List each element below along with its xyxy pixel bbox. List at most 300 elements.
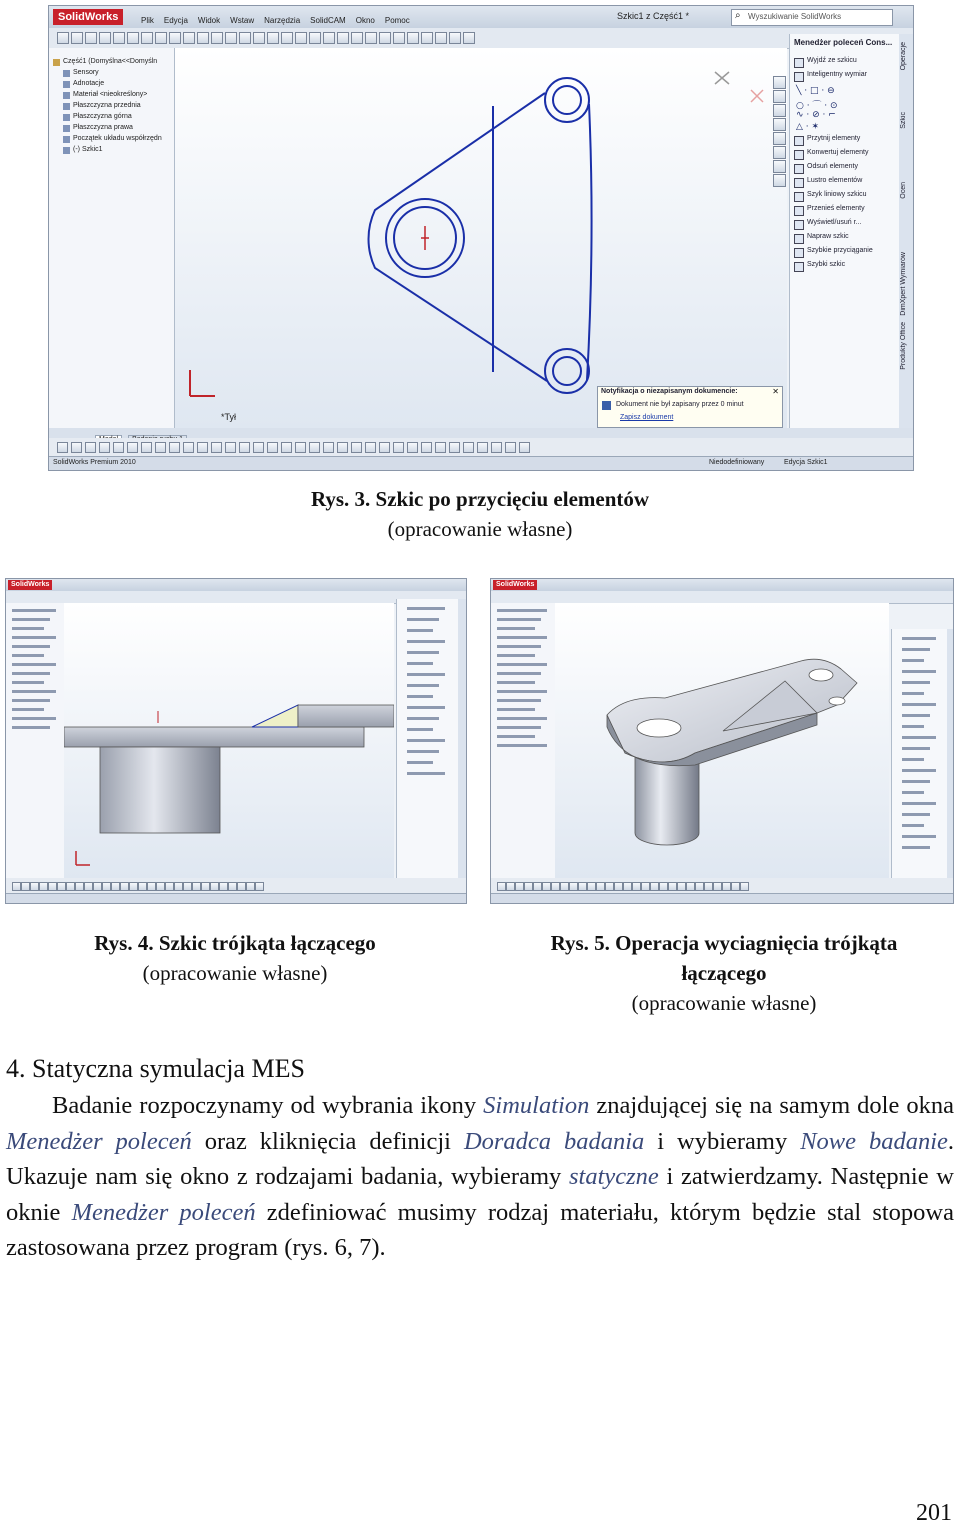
side-tab[interactable]: Ocen: [900, 182, 907, 199]
tree-item[interactable]: [12, 609, 56, 612]
command-manager-panel: [891, 629, 948, 878]
toolbar-icon[interactable]: [169, 32, 181, 44]
tree-item[interactable]: [497, 681, 535, 684]
toolbar-icon[interactable]: [225, 32, 237, 44]
command-icon: [794, 248, 804, 258]
para-italic-2: Menedżer poleceń: [6, 1127, 192, 1155]
toolbar-icon[interactable]: [632, 882, 641, 891]
tree-item[interactable]: [12, 645, 50, 648]
toolbar-icon[interactable]: [677, 882, 686, 891]
toolbar-icon[interactable]: [138, 882, 147, 891]
toolbar-icon[interactable]: [731, 882, 740, 891]
tree-item[interactable]: [12, 618, 50, 621]
side-tab[interactable]: Produkty Office: [900, 322, 907, 370]
toolbar-icon[interactable]: [71, 32, 83, 44]
para-text-4: i wybieramy: [657, 1127, 788, 1155]
tree-item[interactable]: [497, 735, 535, 738]
tree-item[interactable]: [497, 717, 547, 720]
para-text-7: zdefiniować musimy rodzaj materiału, którym będzie stal stopowa zastosowana przez program (rys. 6, 7).: [6, 1198, 954, 1262]
toolbar-icon[interactable]: [85, 32, 97, 44]
tree-item[interactable]: [497, 609, 547, 612]
toolbar-icon[interactable]: [323, 442, 334, 453]
toolbar-icon[interactable]: [365, 32, 377, 44]
toolbar-icon[interactable]: [75, 882, 84, 891]
tree-item[interactable]: [902, 747, 930, 750]
toolbar-icon[interactable]: [337, 32, 349, 44]
tree-node-icon: [63, 92, 70, 99]
title-bar: [49, 6, 913, 29]
tree-item[interactable]: [12, 699, 50, 702]
toolbar-icon[interactable]: [57, 882, 66, 891]
toolbar-icon[interactable]: [477, 442, 488, 453]
tree-item[interactable]: [497, 645, 541, 648]
tree-item-label: Początek układu współrzędn: [73, 135, 162, 142]
feature-tree: [49, 48, 175, 428]
panel-command[interactable]: [794, 260, 894, 272]
tree-item[interactable]: [407, 618, 439, 621]
toolbar-icon[interactable]: [587, 882, 596, 891]
bottom-toolbar: [49, 438, 913, 456]
toolbar-icon[interactable]: [407, 442, 418, 453]
side-tabs: [899, 34, 913, 428]
tree-item[interactable]: [497, 708, 535, 711]
para-text-3: oraz kliknięcia definicji: [204, 1127, 451, 1155]
toolbar-icon[interactable]: [71, 442, 82, 453]
toolbar-icon[interactable]: [141, 442, 152, 453]
tree-item[interactable]: [497, 699, 541, 702]
tree-item[interactable]: [497, 744, 547, 747]
toolbar-icon[interactable]: [21, 882, 30, 891]
tree-node-icon: [63, 114, 70, 121]
tree-item[interactable]: [12, 708, 44, 711]
sketch-tools-row[interactable]: ○ · ⌒ · ⊙: [796, 101, 838, 111]
para-text-1: Badanie rozpoczynamy od wybrania ikony: [52, 1092, 477, 1119]
toolbar-icon[interactable]: [93, 882, 102, 891]
command-icon: [794, 136, 804, 146]
toolbar-icon[interactable]: [210, 882, 219, 891]
toolbar-icon[interactable]: [295, 32, 307, 44]
tree-item[interactable]: [902, 637, 936, 640]
toolbar-icon[interactable]: [506, 882, 515, 891]
sketch-tools-row[interactable]: ╲ · □ · ⊖: [796, 86, 835, 96]
task-pane-icon[interactable]: [773, 90, 786, 103]
toolbar-icon[interactable]: [551, 882, 560, 891]
toolbar-icon[interactable]: [704, 882, 713, 891]
tree-item[interactable]: [902, 769, 936, 772]
toolbar-icon[interactable]: [560, 882, 569, 891]
sketch-tools-row[interactable]: ∿ · ⊘ · ⌐: [796, 110, 836, 120]
figure-4-screenshot: [5, 578, 467, 904]
command-icon: [794, 220, 804, 230]
panel-command-label: Szybkie przyciąganie: [807, 247, 873, 254]
tree-item[interactable]: [12, 717, 56, 720]
toolbar-icon[interactable]: [57, 442, 68, 453]
tree-item[interactable]: [902, 813, 930, 816]
tree-item[interactable]: [497, 618, 541, 621]
toolbar-icon[interactable]: [239, 442, 250, 453]
toolbar-icon[interactable]: [57, 32, 69, 44]
task-pane-icon[interactable]: [773, 118, 786, 131]
menu-item[interactable]: SolidCAM: [310, 16, 346, 25]
panel-command-label: Inteligentny wymiar: [807, 71, 867, 78]
panel-command-label: Lustro elementów: [807, 177, 863, 184]
tree-item-label: Płaszczyzna górna: [73, 113, 132, 120]
tree-item[interactable]: [407, 662, 433, 665]
tree-item[interactable]: [407, 706, 445, 709]
toolbar-icon[interactable]: [407, 32, 419, 44]
tree-item[interactable]: [902, 846, 930, 849]
toolbar-icon[interactable]: [281, 32, 293, 44]
sketch-drawing: [175, 48, 787, 428]
toolbar-icon[interactable]: [99, 32, 111, 44]
toolbar-icon[interactable]: [211, 442, 222, 453]
toolbar-icon[interactable]: [740, 882, 749, 891]
toolbar-icon[interactable]: [379, 32, 391, 44]
toolbar-icon[interactable]: [351, 32, 363, 44]
tree-item[interactable]: [407, 673, 445, 676]
task-pane-icon[interactable]: [773, 104, 786, 117]
toolbar-icon[interactable]: [519, 442, 530, 453]
tree-item[interactable]: [902, 802, 936, 805]
panel-command[interactable]: [794, 148, 894, 160]
figure-3-caption-title: Rys. 3. Szkic po przycięciu elementów: [310, 487, 650, 511]
figure-5-screenshot: [490, 578, 954, 904]
toolbar-icon[interactable]: [183, 32, 195, 44]
menu-item[interactable]: Plik: [141, 16, 154, 25]
tree-item[interactable]: [12, 636, 56, 639]
menu-bar: [141, 10, 420, 24]
tree-item-label: Część1 (Domyślna<<Domyśln: [63, 58, 158, 65]
tree-item-label: Sensory: [73, 69, 99, 76]
toolbar-icon[interactable]: [421, 442, 432, 453]
status-definition: Niedodefiniowany: [709, 459, 765, 466]
tree-node-icon: [63, 136, 70, 143]
toolbar-icon[interactable]: [435, 32, 447, 44]
notification-popup: [597, 386, 783, 428]
panel-command-label: Napraw szkic: [807, 233, 849, 240]
toolbar-icon[interactable]: [99, 442, 110, 453]
toolbar-icon[interactable]: [393, 442, 404, 453]
side-tab[interactable]: Szkic: [900, 112, 907, 129]
toolbar-icon[interactable]: [365, 442, 376, 453]
toolbar-icon[interactable]: [183, 442, 194, 453]
toolbar-icon[interactable]: [533, 882, 542, 891]
tree-item[interactable]: [902, 835, 936, 838]
tree-item[interactable]: [407, 750, 439, 753]
menu-item[interactable]: Pomoc: [384, 16, 410, 25]
app-logo: SolidWorks: [8, 580, 52, 590]
toolbar-icon[interactable]: [30, 882, 39, 891]
tree-item[interactable]: [407, 728, 433, 731]
toolbar-icon[interactable]: [197, 32, 209, 44]
toolbar-icon[interactable]: [393, 32, 405, 44]
figure-5-caption: [500, 928, 948, 1018]
toolbar-icon[interactable]: [515, 882, 524, 891]
tree-item[interactable]: [497, 690, 547, 693]
panel-command-label: Konwertuj elementy: [807, 149, 869, 156]
save-icon: [602, 401, 611, 410]
toolbar-icon[interactable]: [141, 32, 153, 44]
toolbar-icon[interactable]: [85, 442, 96, 453]
toolbar-icon[interactable]: [147, 882, 156, 891]
toolbar-icon[interactable]: [156, 882, 165, 891]
notification-text: Dokument nie był zapisany przez 0 minut: [616, 401, 744, 408]
toolbar-icon[interactable]: [211, 32, 223, 44]
side-tab[interactable]: DimXpert Wymiarów: [900, 252, 907, 316]
command-icon: [794, 150, 804, 160]
toolbar-icon[interactable]: [66, 882, 75, 891]
command-icon: [794, 262, 804, 272]
tree-item[interactable]: [407, 684, 439, 687]
toolbar-icon[interactable]: [237, 882, 246, 891]
tree-item[interactable]: [12, 627, 44, 630]
panel-command[interactable]: [794, 70, 894, 82]
part-front-view: [64, 603, 394, 878]
command-icon: [794, 178, 804, 188]
toolbar-icon[interactable]: [463, 32, 475, 44]
toolbar-icon[interactable]: [449, 32, 461, 44]
task-pane-icon[interactable]: [773, 160, 786, 173]
task-pane-icons: [771, 76, 787, 196]
toolbar-icon[interactable]: [253, 32, 265, 44]
toolbar-icon[interactable]: [192, 882, 201, 891]
toolbar-icon[interactable]: [225, 442, 236, 453]
toolbar-icon[interactable]: [309, 442, 320, 453]
toolbar-icon[interactable]: [713, 882, 722, 891]
toolbar-icon[interactable]: [295, 442, 306, 453]
toolbar-icon[interactable]: [491, 442, 502, 453]
toolbar-icon[interactable]: [309, 32, 321, 44]
tree-item[interactable]: [497, 627, 535, 630]
toolbar-icon[interactable]: [578, 882, 587, 891]
task-pane-icon[interactable]: [773, 76, 786, 89]
tree-item[interactable]: [407, 717, 439, 720]
tree-item[interactable]: [497, 636, 547, 639]
command-icon: [794, 164, 804, 174]
panel-command[interactable]: [794, 204, 894, 216]
page-number: 201: [916, 1500, 952, 1526]
toolbar-icon[interactable]: [463, 442, 474, 453]
save-document-link[interactable]: Zapisz dokument: [620, 414, 674, 421]
toolbar-icon[interactable]: [174, 882, 183, 891]
menu-item[interactable]: Wstaw: [230, 16, 255, 25]
menu-item[interactable]: Okno: [355, 16, 375, 25]
toolbar-icon[interactable]: [84, 882, 93, 891]
toolbar-icon[interactable]: [102, 882, 111, 891]
tree-node-icon: [63, 125, 70, 132]
toolbar-icon[interactable]: [228, 882, 237, 891]
panel-command-label: Szyk liniowy szkicu: [807, 191, 867, 198]
panel-command[interactable]: [794, 246, 894, 258]
tree-item[interactable]: [902, 736, 936, 739]
toolbar-icon[interactable]: [155, 32, 167, 44]
document-title: Szkic1 z Część1 *: [617, 11, 690, 21]
para-text-2: znajdującej się na samym dole okna: [596, 1092, 955, 1119]
toolbar-icon[interactable]: [435, 442, 446, 453]
feature-tree: [491, 603, 556, 878]
tree-item[interactable]: [12, 726, 50, 729]
toolbar-icon[interactable]: [111, 882, 120, 891]
close-icon[interactable]: ✕: [772, 387, 779, 396]
toolbar-icon[interactable]: [542, 882, 551, 891]
tree-node-icon: [53, 59, 60, 66]
tree-item[interactable]: [497, 726, 541, 729]
graphics-area: [555, 603, 889, 878]
panel-command[interactable]: [794, 56, 894, 68]
tree-item[interactable]: [12, 654, 44, 657]
tree-item[interactable]: [407, 761, 433, 764]
tree-item[interactable]: [902, 648, 930, 651]
panel-command[interactable]: [794, 190, 894, 202]
toolbar-icon[interactable]: [351, 442, 362, 453]
command-manager-panel: [396, 599, 459, 878]
tree-item[interactable]: [902, 758, 924, 761]
toolbar-icon[interactable]: [120, 882, 129, 891]
toolbar-icon[interactable]: [421, 32, 433, 44]
command-icon: [794, 192, 804, 202]
panel-command[interactable]: [794, 134, 894, 146]
toolbar-icon[interactable]: [127, 442, 138, 453]
toolbar-icon[interactable]: [183, 882, 192, 891]
toolbar-icon[interactable]: [379, 442, 390, 453]
toolbar-icon[interactable]: [201, 882, 210, 891]
tree-item[interactable]: [902, 791, 924, 794]
toolbar-icon[interactable]: [113, 32, 125, 44]
toolbar-icon[interactable]: [267, 442, 278, 453]
status-bar: [49, 456, 913, 470]
toolbar-icon[interactable]: [641, 882, 650, 891]
toolbar-icon[interactable]: [267, 32, 279, 44]
status-edit-mode: Edycja Szkic1: [784, 459, 828, 466]
tree-item[interactable]: [12, 681, 44, 684]
toolbar-icon[interactable]: [323, 32, 335, 44]
figure-5-caption-sub: (opracowanie własne): [631, 991, 817, 1015]
tree-item[interactable]: [407, 629, 433, 632]
tree-node-icon: [63, 81, 70, 88]
toolbar-icon[interactable]: [253, 442, 264, 453]
tree-item[interactable]: [497, 663, 547, 666]
tree-item[interactable]: [902, 659, 924, 662]
panel-command-label: Wyświetl/usuń r...: [807, 219, 862, 226]
toolbar-icon[interactable]: [246, 882, 255, 891]
toolbar-icon[interactable]: [155, 442, 166, 453]
search-placeholder: Wyszukiwanie SolidWorks: [748, 12, 842, 21]
toolbar-icon[interactable]: [165, 882, 174, 891]
tree-item-label: Płaszczyzna prawa: [73, 124, 133, 131]
tree-item[interactable]: [12, 672, 50, 675]
toolbar-icon[interactable]: [659, 882, 668, 891]
toolbar-icon[interactable]: [497, 882, 506, 891]
toolbar-icon[interactable]: [605, 882, 614, 891]
toolbar-icon[interactable]: [281, 442, 292, 453]
toolbar-icon[interactable]: [197, 442, 208, 453]
task-pane-icon[interactable]: [773, 132, 786, 145]
search-input[interactable]: [731, 9, 893, 26]
toolbar-icon[interactable]: [650, 882, 659, 891]
toolbar-icon[interactable]: [569, 882, 578, 891]
toolbar-icon[interactable]: [686, 882, 695, 891]
menu-item[interactable]: Narzędzia: [264, 16, 301, 25]
tree-item[interactable]: [407, 739, 445, 742]
toolbar-icon[interactable]: [505, 442, 516, 453]
tree-item-label: Płaszczyzna przednia: [73, 102, 141, 109]
para-italic-4: Nowe badanie: [800, 1127, 948, 1155]
tree-item[interactable]: [902, 780, 930, 783]
tree-item[interactable]: [902, 692, 924, 695]
bottom-toolbar: [491, 878, 953, 894]
tree-item[interactable]: [407, 651, 439, 654]
tree-item[interactable]: [407, 607, 445, 610]
tree-item[interactable]: [497, 654, 535, 657]
toolbar-icon[interactable]: [668, 882, 677, 891]
toolbar-icon[interactable]: [337, 442, 348, 453]
tree-item[interactable]: [902, 670, 936, 673]
toolbar-icon[interactable]: [113, 442, 124, 453]
para-italic-3: Doradca badania: [463, 1127, 645, 1155]
toolbar-icon[interactable]: [695, 882, 704, 891]
toolbar-icon[interactable]: [623, 882, 632, 891]
toolbar-icon[interactable]: [219, 882, 228, 891]
toolbar-icon[interactable]: [129, 882, 138, 891]
menu-item[interactable]: Widok: [197, 16, 221, 25]
toolbar-icon[interactable]: [722, 882, 731, 891]
tree-item[interactable]: [12, 690, 56, 693]
body-paragraph: [6, 1088, 954, 1266]
menu-item[interactable]: Edycja: [163, 16, 188, 25]
tree-item[interactable]: [902, 824, 924, 827]
toolbar-icon[interactable]: [48, 882, 57, 891]
panel-command[interactable]: [794, 218, 894, 230]
tree-item[interactable]: [407, 695, 433, 698]
tree-item[interactable]: [407, 772, 445, 775]
task-pane-icon[interactable]: [773, 146, 786, 159]
tree-item[interactable]: [12, 663, 56, 666]
model-tabs: [49, 428, 913, 438]
tree-item[interactable]: [497, 672, 541, 675]
feature-tree: [6, 603, 65, 878]
toolbar-icon[interactable]: [169, 442, 180, 453]
toolbar-icon[interactable]: [127, 32, 139, 44]
tree-item[interactable]: [407, 640, 445, 643]
tree-item[interactable]: [902, 681, 930, 684]
side-tabs: [947, 629, 953, 878]
toolbar-icon[interactable]: [255, 882, 264, 891]
toolbar-icon[interactable]: [596, 882, 605, 891]
task-pane-icon[interactable]: [773, 174, 786, 187]
panel-command[interactable]: [794, 162, 894, 174]
panel-command[interactable]: [794, 176, 894, 188]
side-tab[interactable]: Operacje: [900, 42, 907, 71]
sketch-tools-row[interactable]: △ · ✶: [796, 122, 820, 132]
bottom-toolbar: [6, 878, 466, 894]
notification-title: Notyfikacja o niezapisanym dokumencie:: [601, 388, 738, 395]
panel-command-label: Odsuń elementy: [807, 163, 858, 170]
toolbar-icon[interactable]: [524, 882, 533, 891]
command-manager-panel: [789, 34, 900, 428]
toolbar-icon[interactable]: [614, 882, 623, 891]
tree-item[interactable]: [902, 703, 936, 706]
toolbar-icon[interactable]: [12, 882, 21, 891]
toolbar-icon[interactable]: [449, 442, 460, 453]
tree-item[interactable]: [902, 714, 930, 717]
para-text-6: i zatwierdzamy. Następnie w oknie: [6, 1163, 954, 1226]
tree-item[interactable]: [902, 725, 924, 728]
toolbar-icon[interactable]: [239, 32, 251, 44]
section-heading: 4. Statyczna symulacja MES: [6, 1054, 305, 1083]
figure-3-caption-sub: (opracowanie własne): [387, 517, 573, 541]
toolbar-icon[interactable]: [39, 882, 48, 891]
panel-command[interactable]: [794, 232, 894, 244]
